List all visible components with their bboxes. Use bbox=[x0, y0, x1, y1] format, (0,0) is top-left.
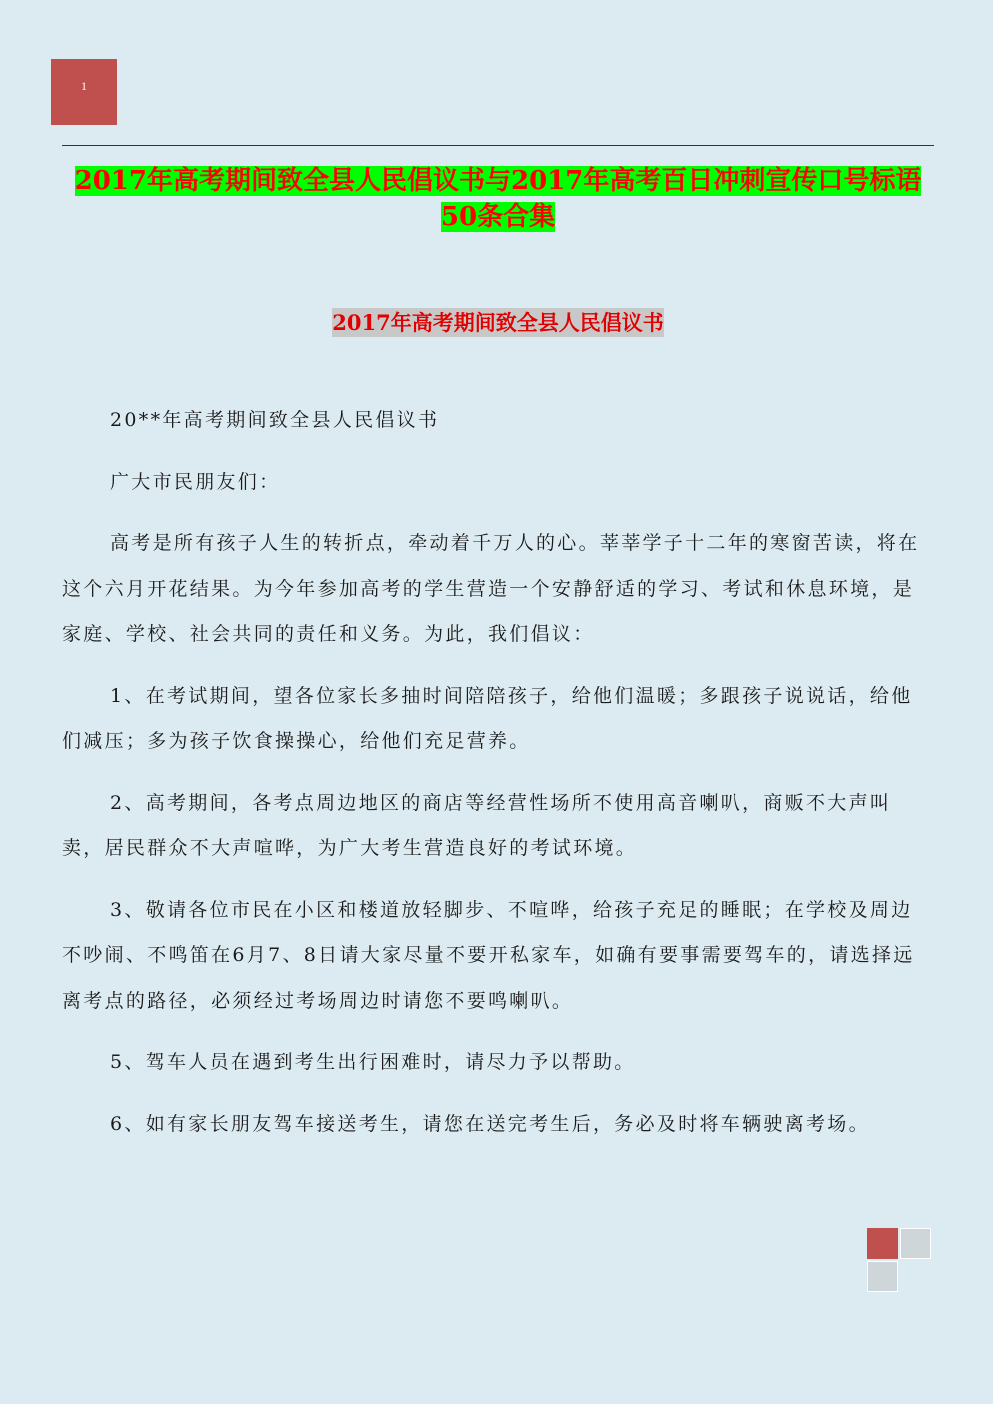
paragraph-salutation: 广大市民朋友们： bbox=[110, 470, 281, 493]
paragraph-item-2: 2、高考期间，各考点周边地区的商店等经营性场所不使用高音喇叭，商贩不大声叫卖，居民群众不大声喧哗，为广大考生营造良好的考试环境。 bbox=[62, 791, 892, 859]
page-number: 1 bbox=[81, 79, 87, 93]
corner-square-red bbox=[867, 1228, 898, 1259]
paragraph-item-5: 5、驾车人员在遇到考生出行困难时，请尽力予以帮助。 bbox=[110, 1051, 636, 1073]
section-heading-text: 2017年高考期间致全县人民倡议书 bbox=[332, 310, 664, 335]
paragraph-item-1: 1、在考试期间，望各位家长多抽时间陪陪孩子，给他们温暖；多跟孩子说说话，给他们减压；多为孩子饮食操操心，给他们充足营养。 bbox=[62, 684, 913, 752]
section-heading bbox=[62, 306, 934, 340]
corner-decoration bbox=[867, 1228, 933, 1294]
paragraph-intro: 高考是所有孩子人生的转折点，牵动着千万人的心。莘莘学子十二年的寒窗苦读，将在这个六月开花结果。为今年参加高考的学生营造一个安静舒适的学习、考试和休息环境，是家庭、学校、社会共同的责任和义务。为此，我们倡议： bbox=[62, 532, 920, 645]
document-title-text: 2017年高考期间致全县人民倡议书与2017年高考百日冲刺宣传口号标语50条合集 bbox=[74, 166, 922, 232]
document-body bbox=[62, 398, 920, 1163]
corner-square-grey bbox=[867, 1261, 898, 1292]
header-divider bbox=[62, 145, 934, 146]
document-title bbox=[62, 163, 934, 235]
paragraph-item-3: 3、敬请各位市民在小区和楼道放轻脚步、不喧哗，给孩子充足的睡眠；在学校及周边不吵闹、不鸣笛在6月7、8日请大家尽量不要开私家车，如确有要事需要驾车的，请选择远离考点的路径，必须经过考场周边时请您不要鸣喇叭。 bbox=[62, 898, 915, 1012]
page-number-badge bbox=[51, 59, 117, 125]
paragraph-doc-title: 20**年高考期间致全县人民倡议书 bbox=[110, 409, 440, 431]
paragraph-item-6: 6、如有家长朋友驾车接送考生，请您在送完考生后，务必及时将车辆驶离考场。 bbox=[110, 1112, 870, 1135]
corner-square-grey bbox=[900, 1228, 931, 1259]
